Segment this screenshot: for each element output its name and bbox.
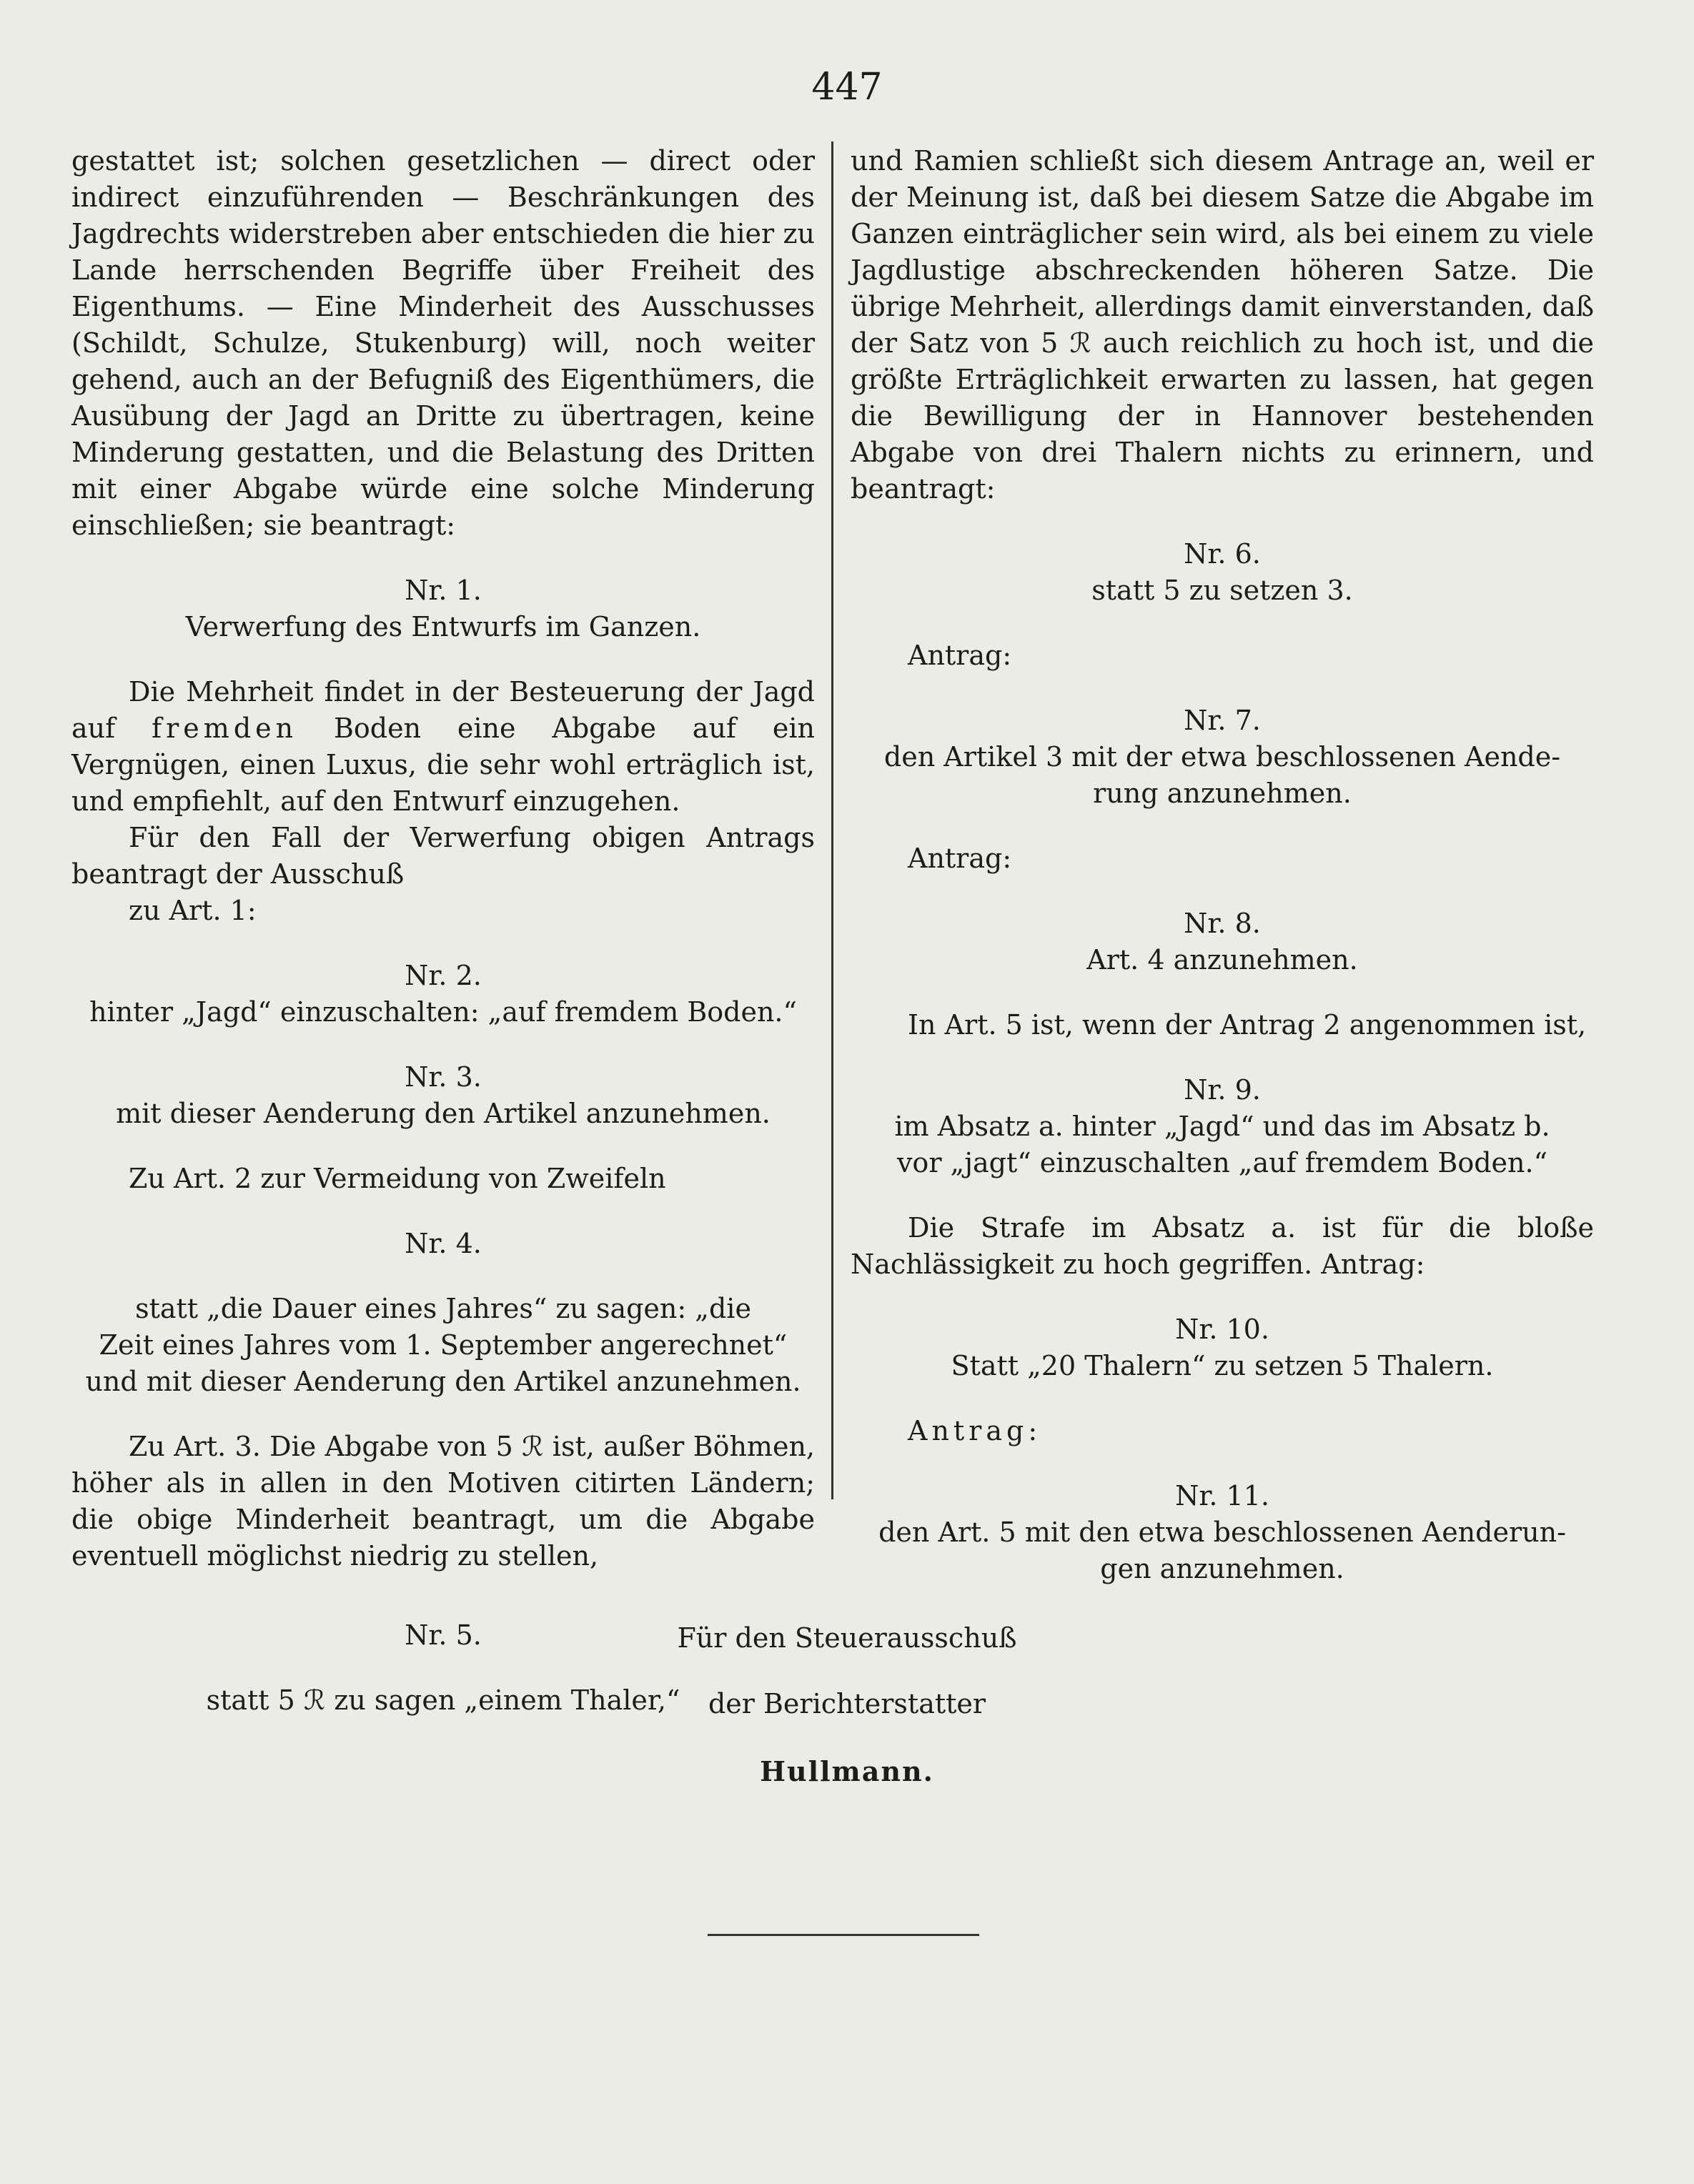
paragraph: zu Art. 1: (129, 895, 257, 926)
motion-text: hinter „Jagd“ einzuschalten: „auf fremdem Boden.“ (89, 996, 797, 1028)
motion-text: Art. 4 anzunehmen. (1086, 944, 1358, 976)
motion-text: Zeit eines Jahres vom 1. September angerechnet“ (99, 1329, 788, 1361)
motion-number: Nr. 3. (405, 1061, 482, 1093)
paragraph: Zu Art. 3. Die Abgabe von 5 ℛ ist, außer Böhmen, höher als in allen in den Motiven citirten Ländern; die obige Minderheit beantragt, um die Abgabe eventuell möglichst niedrig zu stellen, (71, 1431, 815, 1572)
paragraph: Zu Art. 2 zur Vermeidung von Zweifeln (129, 1163, 666, 1194)
paragraph: gestattet ist; solchen gesetzlichen — direct oder indirect einzuführenden — Beschränkungen des Jagdrechts widerstreben aber entschieden die hier zu Lande herrschenden Begriffe über Freiheit des Eigenthums. — Eine Minderheit des Ausschusses (Schildt, Schulze, Stukenburg) will, noch weiter gehend, auch an der Befugniß des Eigenthümers, die Ausübung der Jagd an Dritte zu übertragen, keine Minderung gestatten, und die Belastung des Dritten mit einer Abgabe würde eine solche Minderung einschließen; sie beantragt: (71, 145, 815, 541)
motion-text: mit dieser Aenderung den Artikel anzunehmen. (116, 1098, 771, 1129)
motion-text: statt „die Dauer eines Jahres“ zu sagen: „die (135, 1293, 751, 1324)
motion-number: Nr. 11. (1175, 1480, 1269, 1512)
closing-rule (708, 1934, 979, 1936)
signature-line-1: Für den Steuerausschuß (677, 1622, 1017, 1654)
signature-line-2: der Berichterstatter (708, 1688, 986, 1719)
motion-text: statt 5 ℛ zu sagen „einem Thaler,“ (206, 1684, 680, 1716)
motion-text: und mit dieser Aenderung den Artikel anzunehmen. (85, 1366, 801, 1397)
motion-number: Nr. 4. (405, 1228, 482, 1259)
motion-number: Nr. 9. (1184, 1074, 1261, 1106)
motion-text: statt 5 zu setzen 3. (1091, 575, 1353, 606)
paragraph: Die Mehrheit findet in der Besteuerung der Jagd auf fremden Boden eine Abgabe auf ein Vergnügen, einen Luxus, die sehr wohl erträglich ist, und empfiehlt, auf den Entwurf einzugehen. (71, 676, 815, 817)
motion-text: vor „jagt“ einzuschalten „auf fremdem Boden.“ (896, 1147, 1548, 1178)
motion-number: Nr. 1. (405, 575, 482, 606)
antrag-label: Antrag: (908, 1415, 1042, 1446)
left-column (71, 143, 815, 1719)
motion-text: den Art. 5 mit den etwa beschlossenen Aenderun- (878, 1517, 1566, 1548)
paragraph: In Art. 5 ist, wenn der Antrag 2 angenommen ist, (908, 1009, 1587, 1041)
motion-number: Nr. 8. (1184, 908, 1261, 939)
column-divider (831, 142, 833, 1499)
antrag-label: Antrag: (908, 640, 1012, 671)
paragraph: Für den Fall der Verwerfung obigen Antrags beantragt der Ausschuß (71, 822, 815, 890)
motion-number: Nr. 2. (405, 960, 482, 991)
paragraph: Die Strafe im Absatz a. ist für die bloße Nachlässigkeit zu hoch gegriffen. Antrag: (851, 1212, 1594, 1280)
motion-text: im Absatz a. hinter „Jagd“ und das im Absatz b. (894, 1111, 1550, 1142)
signatory-name: Hullmann. (760, 1755, 934, 1787)
motion-number: Nr. 7. (1184, 705, 1261, 736)
right-column (851, 143, 1594, 1587)
paragraph: und Ramien schließt sich diesem Antrage an, weil er der Meinung ist, daß bei diesem Satze die Abgabe im Ganzen einträglicher sein wird, als bei einem zu viele Jagdlustige abschreckenden höheren Satze. Die übrige Mehrheit, allerdings damit einverstanden, daß der Satz von 5 ℛ auch reichlich zu hoch ist, und die größte Erträglichkeit erwarten zu lassen, hat gegen die Bewilligung der in Hannover bestehenden Abgabe von drei Thalern nichts zu erinnern, und beantragt: (851, 145, 1594, 505)
motion-number: Nr. 5. (405, 1619, 482, 1651)
motion-text: Statt „20 Thalern“ zu setzen 5 Thalern. (951, 1350, 1494, 1381)
motion-text: rung anzunehmen. (1093, 778, 1352, 809)
motion-number: Nr. 6. (1184, 538, 1261, 570)
motion-text: Verwerfung des Entwurfs im Ganzen. (185, 611, 701, 642)
spaced-word: fremden (152, 713, 298, 744)
motion-text: gen anzunehmen. (1100, 1553, 1344, 1584)
motion-text: den Artikel 3 mit der etwa beschlossenen Aende- (883, 741, 1561, 773)
page-number: 447 (811, 66, 883, 109)
antrag-label: Antrag: (908, 843, 1012, 874)
motion-number: Nr. 10. (1175, 1314, 1269, 1345)
